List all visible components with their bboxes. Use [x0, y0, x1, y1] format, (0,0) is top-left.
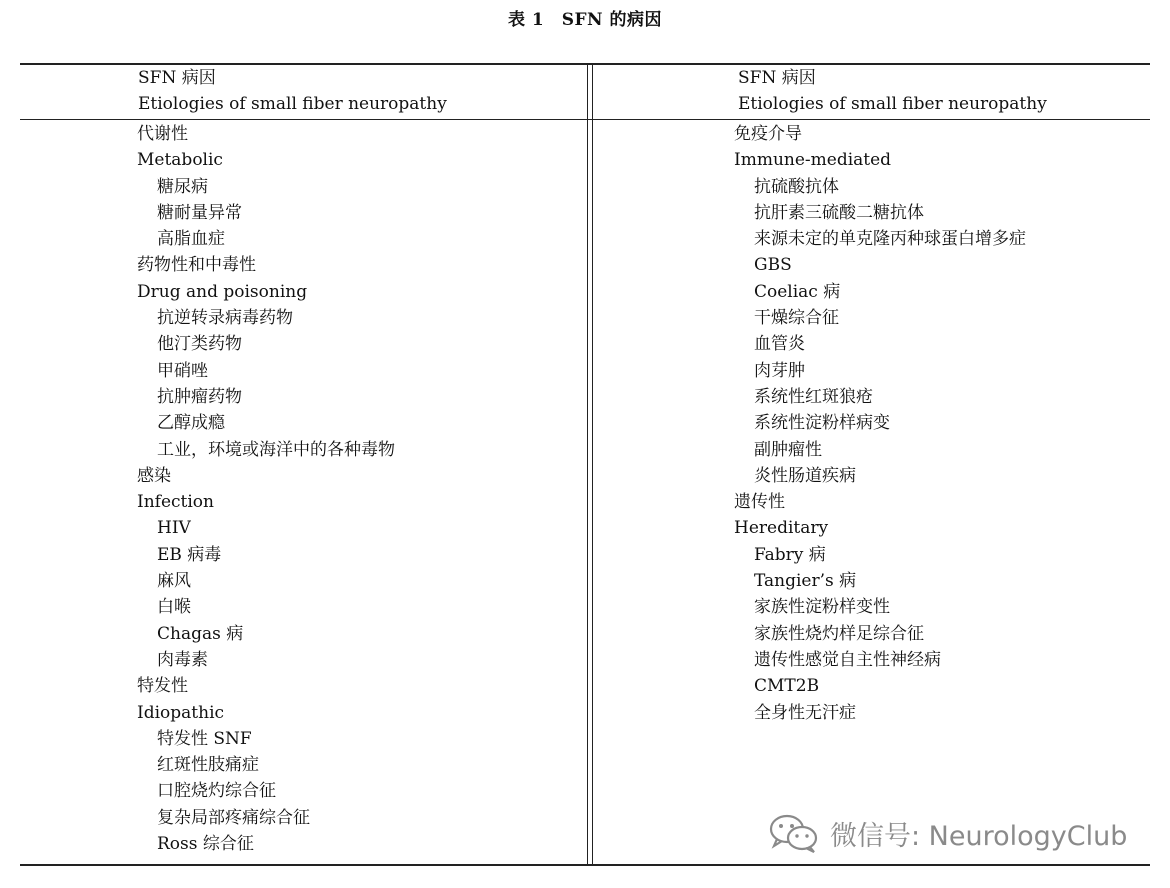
etiology-category	[137, 463, 395, 673]
etiology-item: 红斑性肢痛症	[157, 755, 259, 776]
left-column-header	[138, 65, 447, 117]
etiology-item: 乙醇成瘾	[157, 413, 225, 434]
category-name-cn: 代谢性	[137, 124, 188, 144]
etiology-item: 复杂局部疼痛综合征	[157, 807, 310, 828]
table-header-rule	[20, 119, 1150, 120]
etiology-item: 高脂血症	[157, 229, 225, 250]
header-en: Etiologies of small fiber neuropathy	[738, 94, 1047, 114]
category-name-cn: 遗传性	[734, 492, 785, 513]
etiology-item: HIV	[157, 518, 191, 539]
wechat-icon	[768, 813, 820, 853]
category-name-cn: 特发性	[137, 676, 188, 697]
etiology-item: 工业，环境或海洋中的各种毒物	[157, 439, 395, 460]
etiology-item: 甲硝唑	[157, 360, 208, 381]
etiology-item: Chagas 病	[157, 623, 244, 644]
etiology-item: 肉毒素	[157, 649, 208, 670]
watermark-text: 微信号: NeurologyClub	[830, 820, 1128, 852]
etiology-item: 特发性 SNF	[157, 728, 252, 749]
etiology-item: 血管炎	[754, 334, 805, 355]
table-title: 表 1 SFN 的病因	[507, 10, 663, 30]
etiology-item: Ross 综合征	[157, 834, 254, 855]
etiology-item: 副肿瘤性	[754, 439, 822, 460]
header-en: Etiologies of small fiber neuropathy	[138, 94, 447, 114]
category-name-cn: 免疫介导	[734, 124, 802, 144]
etiology-category	[137, 121, 395, 252]
etiology-item: 他汀类药物	[157, 334, 242, 355]
left-column	[137, 121, 395, 857]
category-name-en: Metabolic	[137, 150, 223, 171]
right-column	[734, 121, 1026, 726]
etiology-item: 遗传性感觉自主性神经病	[754, 649, 941, 670]
etiology-item: Tangier’s 病	[754, 571, 857, 592]
header-cn: SFN 病因	[138, 68, 216, 88]
etiology-item: CMT2B	[754, 676, 820, 697]
etiology-item: 抗肝素三硫酸二糖抗体	[754, 202, 924, 223]
etiology-item: GBS	[754, 255, 792, 276]
etiology-item: 肉芽肿	[754, 360, 805, 381]
category-name-cn: 感染	[137, 465, 171, 486]
etiology-item: Coeliac 病	[754, 281, 841, 302]
etiology-category	[734, 121, 1026, 489]
column-divider	[592, 63, 593, 865]
etiology-category	[734, 489, 1026, 726]
category-name-en: Drug and poisoning	[137, 281, 308, 302]
etiology-item: 来源未定的单克隆丙种球蛋白增多症	[754, 229, 1026, 250]
column-divider	[587, 63, 588, 865]
etiology-item: 系统性淀粉样病变	[754, 413, 890, 434]
category-name-en: Hereditary	[734, 518, 829, 539]
etiology-category	[137, 673, 395, 857]
etiology-item: 家族性烧灼样足综合征	[754, 623, 924, 644]
table-bottom-rule	[20, 864, 1150, 866]
category-name-en: Immune-mediated	[734, 150, 892, 171]
etiology-item: 白喉	[157, 597, 191, 618]
etiology-item: 糖耐量异常	[157, 202, 242, 223]
etiology-item: 糖尿病	[157, 176, 208, 197]
etiology-item: 麻风	[157, 571, 191, 592]
right-column-header	[738, 65, 1047, 117]
etiology-item: 抗逆转录病毒药物	[157, 308, 293, 329]
header-cn: SFN 病因	[738, 68, 816, 88]
etiology-item: 抗肿瘤药物	[157, 386, 242, 407]
etiology-item: Fabry 病	[754, 544, 826, 565]
etiology-item: 全身性无汗症	[754, 702, 856, 723]
etiology-item: 家族性淀粉样变性	[754, 597, 890, 618]
etiology-item: 炎性肠道疾病	[754, 465, 856, 486]
etiology-item: 干燥综合征	[754, 308, 839, 329]
etiology-item: 抗硫酸抗体	[754, 176, 839, 197]
category-name-en: Idiopathic	[137, 702, 225, 723]
category-name-cn: 药物性和中毒性	[137, 255, 256, 276]
etiology-item: 口腔烧灼综合征	[157, 781, 276, 802]
watermark	[768, 812, 1127, 854]
category-name-en: Infection	[137, 492, 214, 513]
etiology-item: 系统性红斑狼疮	[754, 386, 873, 407]
etiology-category	[137, 252, 395, 462]
etiology-item: EB 病毒	[157, 544, 222, 565]
